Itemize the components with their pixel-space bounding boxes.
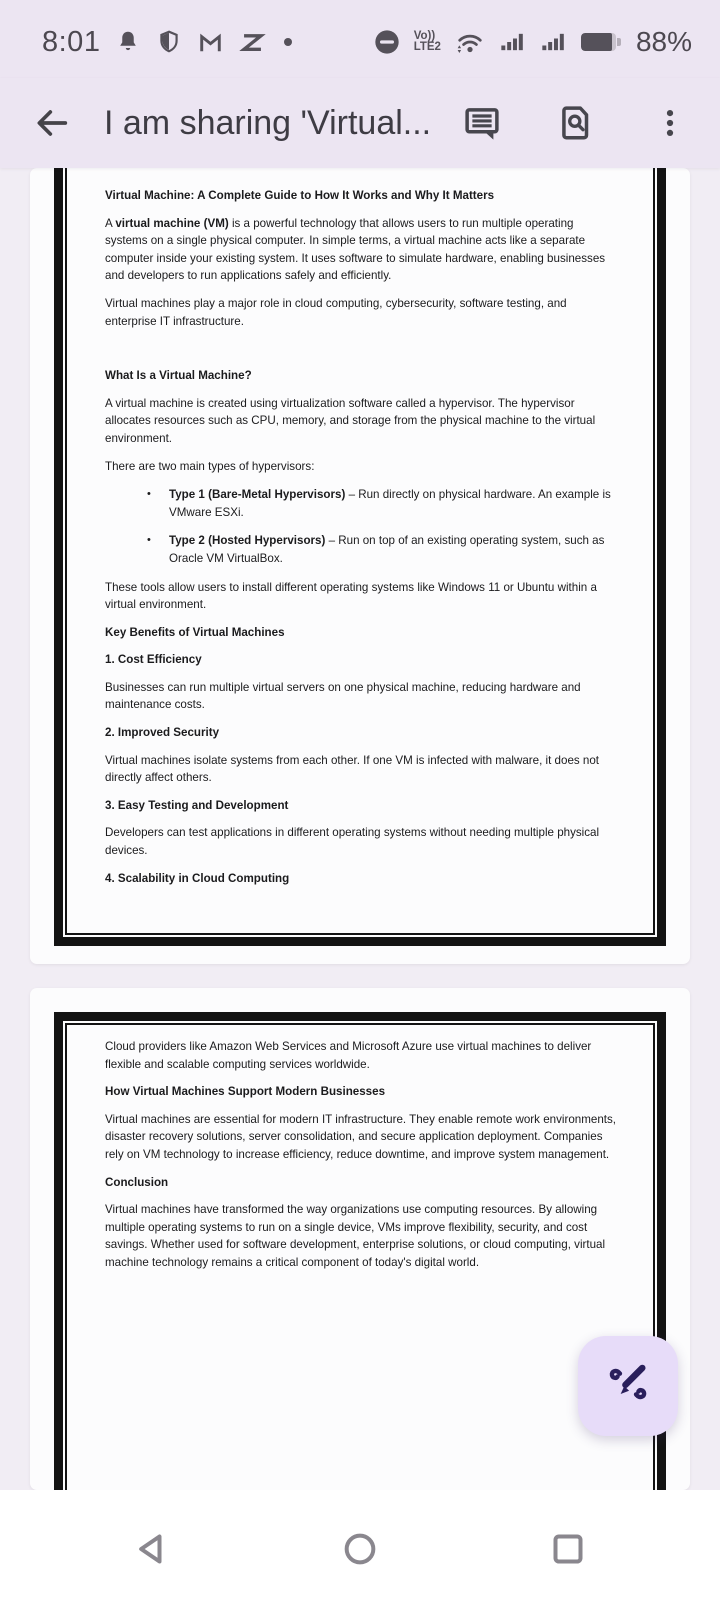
doc-para: There are two main types of hypervisors: — [105, 459, 315, 473]
document-page-1 — [30, 168, 690, 964]
do-not-disturb-icon — [373, 28, 401, 56]
doc-para: Developers can test applications in different operating systems without needing multiple physical devices. — [105, 826, 600, 858]
battery-icon — [581, 33, 621, 51]
home-circle-icon[interactable] — [338, 1527, 382, 1571]
shield-icon — [156, 29, 182, 55]
doc-spacer — [105, 340, 617, 357]
gmail-icon — [197, 29, 224, 56]
wifi-icon — [454, 28, 486, 56]
doc-heading: 1. Cost Efficiency — [105, 653, 202, 667]
back-triangle-icon[interactable] — [130, 1527, 174, 1571]
comments-icon[interactable] — [458, 99, 506, 147]
status-bar — [0, 0, 720, 78]
find-in-document-icon[interactable] — [552, 99, 600, 147]
overflow-menu-icon[interactable] — [646, 99, 694, 147]
page-2-text — [105, 1028, 617, 1282]
stylus-note-edit-icon — [602, 1358, 654, 1415]
notification-dot — [281, 35, 295, 49]
doc-heading: 3. Easy Testing and Development — [105, 798, 289, 812]
doc-para: Virtual machines isolate systems from each other. If one VM is infected with malware, it does not directly affect others. — [105, 753, 600, 785]
document-scroll-area[interactable] — [0, 168, 720, 1490]
doc-para: Businesses can run multiple virtual servers on one physical machine, reducing hardware and maintenance costs. — [105, 680, 581, 712]
clock: 8:01 — [42, 25, 101, 58]
page-1-text — [105, 177, 617, 897]
doc-bullet: • Type 1 (Bare-Metal Hypervisors) – Run directly on physical hardware. An example is VMware ESXi. — [147, 488, 611, 519]
doc-heading: Conclusion — [105, 1175, 169, 1189]
recents-square-icon[interactable] — [546, 1527, 590, 1571]
doc-para: Virtual machines play a major role in cloud computing, cybersecurity, software testing, and enterprise IT infrastructure. — [105, 296, 567, 328]
doc-bullet: • Type 2 (Hosted Hypervisors) – Run on top of an existing operating system, such as Oracle VM VirtualBox. — [147, 534, 605, 565]
document-title: I am sharing 'Virtual... — [104, 103, 432, 142]
doc-para: Virtual machines are essential for modern IT infrastructure. They enable remote work environments, disaster recovery solutions, server consolidation, and secure application deployment. Companies rely on VM technology to increase efficiency, reduce downtime, and improve system management. — [105, 1112, 617, 1161]
capcut-icon — [239, 29, 266, 56]
doc-heading: Virtual Machine: A Complete Guide to How It Works and Why It Matters — [105, 189, 495, 202]
doc-heading: 2. Improved Security — [105, 726, 220, 740]
doc-heading: Key Benefits of Virtual Machines — [105, 625, 285, 639]
bell-icon — [115, 29, 141, 55]
doc-para: Cloud providers like Amazon Web Services and Microsoft Azure use virtual machines to deliver flexible and scalable computing services worldwide. — [105, 1040, 592, 1071]
signal-sim1-icon — [499, 29, 527, 55]
doc-para: A virtual machine (VM) is a powerful technology that allows users to run multiple operating systems on a single physical computer. In simple terms, a virtual machine acts like a separate computer inside your existing system. It uses software to simulate hardware, enabling businesses and developers to run applications safely and efficiently. — [105, 216, 606, 283]
doc-heading: 4. Scalability in Cloud Computing — [105, 871, 290, 885]
doc-heading: How Virtual Machines Support Modern Businesses — [105, 1085, 386, 1099]
doc-para: These tools allow users to install different operating systems like Windows 11 or Ubuntu within a virtual environment. — [105, 580, 597, 612]
battery-percent: 88% — [635, 26, 692, 57]
android-navigation-bar — [0, 1490, 720, 1608]
doc-heading: What Is a Virtual Machine? — [105, 369, 252, 383]
volte-indicator: Vo)) LTE2 — [413, 30, 441, 53]
back-arrow-icon[interactable] — [26, 97, 78, 149]
edit-fab-button[interactable] — [578, 1336, 678, 1436]
doc-para: A virtual machine is created using virtualization software called a hypervisor. The hypervisor allocates resources such as CPU, memory, and storage from the physical machine to the virtual environment. — [105, 396, 596, 445]
app-bar — [0, 78, 720, 168]
signal-sim2-icon — [540, 29, 568, 55]
doc-para: Virtual machines have transformed the way organizations use computing resources. By allowing multiple operating systems to run on a single device, VMs improve flexibility, security, and cost savings. Whether used for software development, enterprise solutions, or cloud computing, virtual machine technology remains a critical component of today's digital world. — [105, 1203, 606, 1269]
